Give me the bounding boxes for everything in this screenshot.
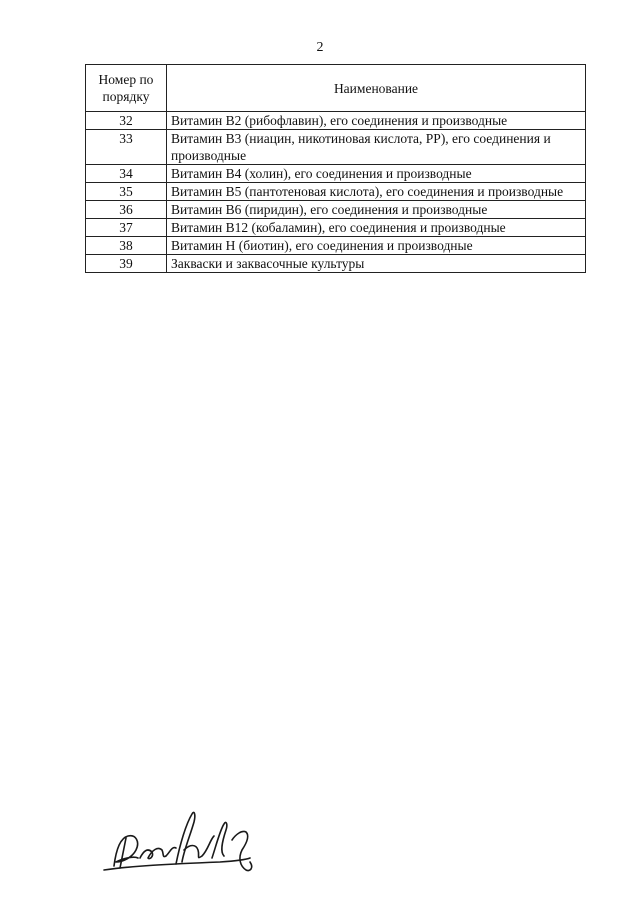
row-number: 34	[86, 165, 167, 183]
table-row	[86, 219, 586, 237]
table-header-row	[86, 65, 586, 112]
header-name: Наименование	[167, 65, 586, 112]
row-name: Закваски и заквасочные культуры	[167, 255, 586, 273]
row-name: Витамин B12 (кобаламин), его соединения и производные	[167, 219, 586, 237]
table-row	[86, 130, 586, 165]
signature	[100, 800, 270, 890]
table-row	[86, 237, 586, 255]
row-number: 39	[86, 255, 167, 273]
table-row	[86, 201, 586, 219]
row-name: Витамин H (биотин), его соединения и производные	[167, 237, 586, 255]
page-number: 2	[316, 40, 324, 55]
row-name: Витамин B3 (ниацин, никотиновая кислота, PP), его соединения и производные	[167, 130, 586, 165]
row-number: 37	[86, 219, 167, 237]
row-number: 33	[86, 130, 167, 165]
header-number: Номер по порядку	[86, 65, 167, 112]
row-name: Витамин B6 (пиридин), его соединения и производные	[167, 201, 586, 219]
items-table	[85, 64, 586, 273]
table-row	[86, 112, 586, 130]
row-number: 35	[86, 183, 167, 201]
row-number: 32	[86, 112, 167, 130]
row-name: Витамин B4 (холин), его соединения и производные	[167, 165, 586, 183]
table-row	[86, 165, 586, 183]
row-name: Витамин B5 (пантотеновая кислота), его соединения и производные	[167, 183, 586, 201]
table-row	[86, 255, 586, 273]
row-number: 36	[86, 201, 167, 219]
table-row	[86, 183, 586, 201]
row-name: Витамин B2 (рибофлавин), его соединения и производные	[167, 112, 586, 130]
row-number: 38	[86, 237, 167, 255]
